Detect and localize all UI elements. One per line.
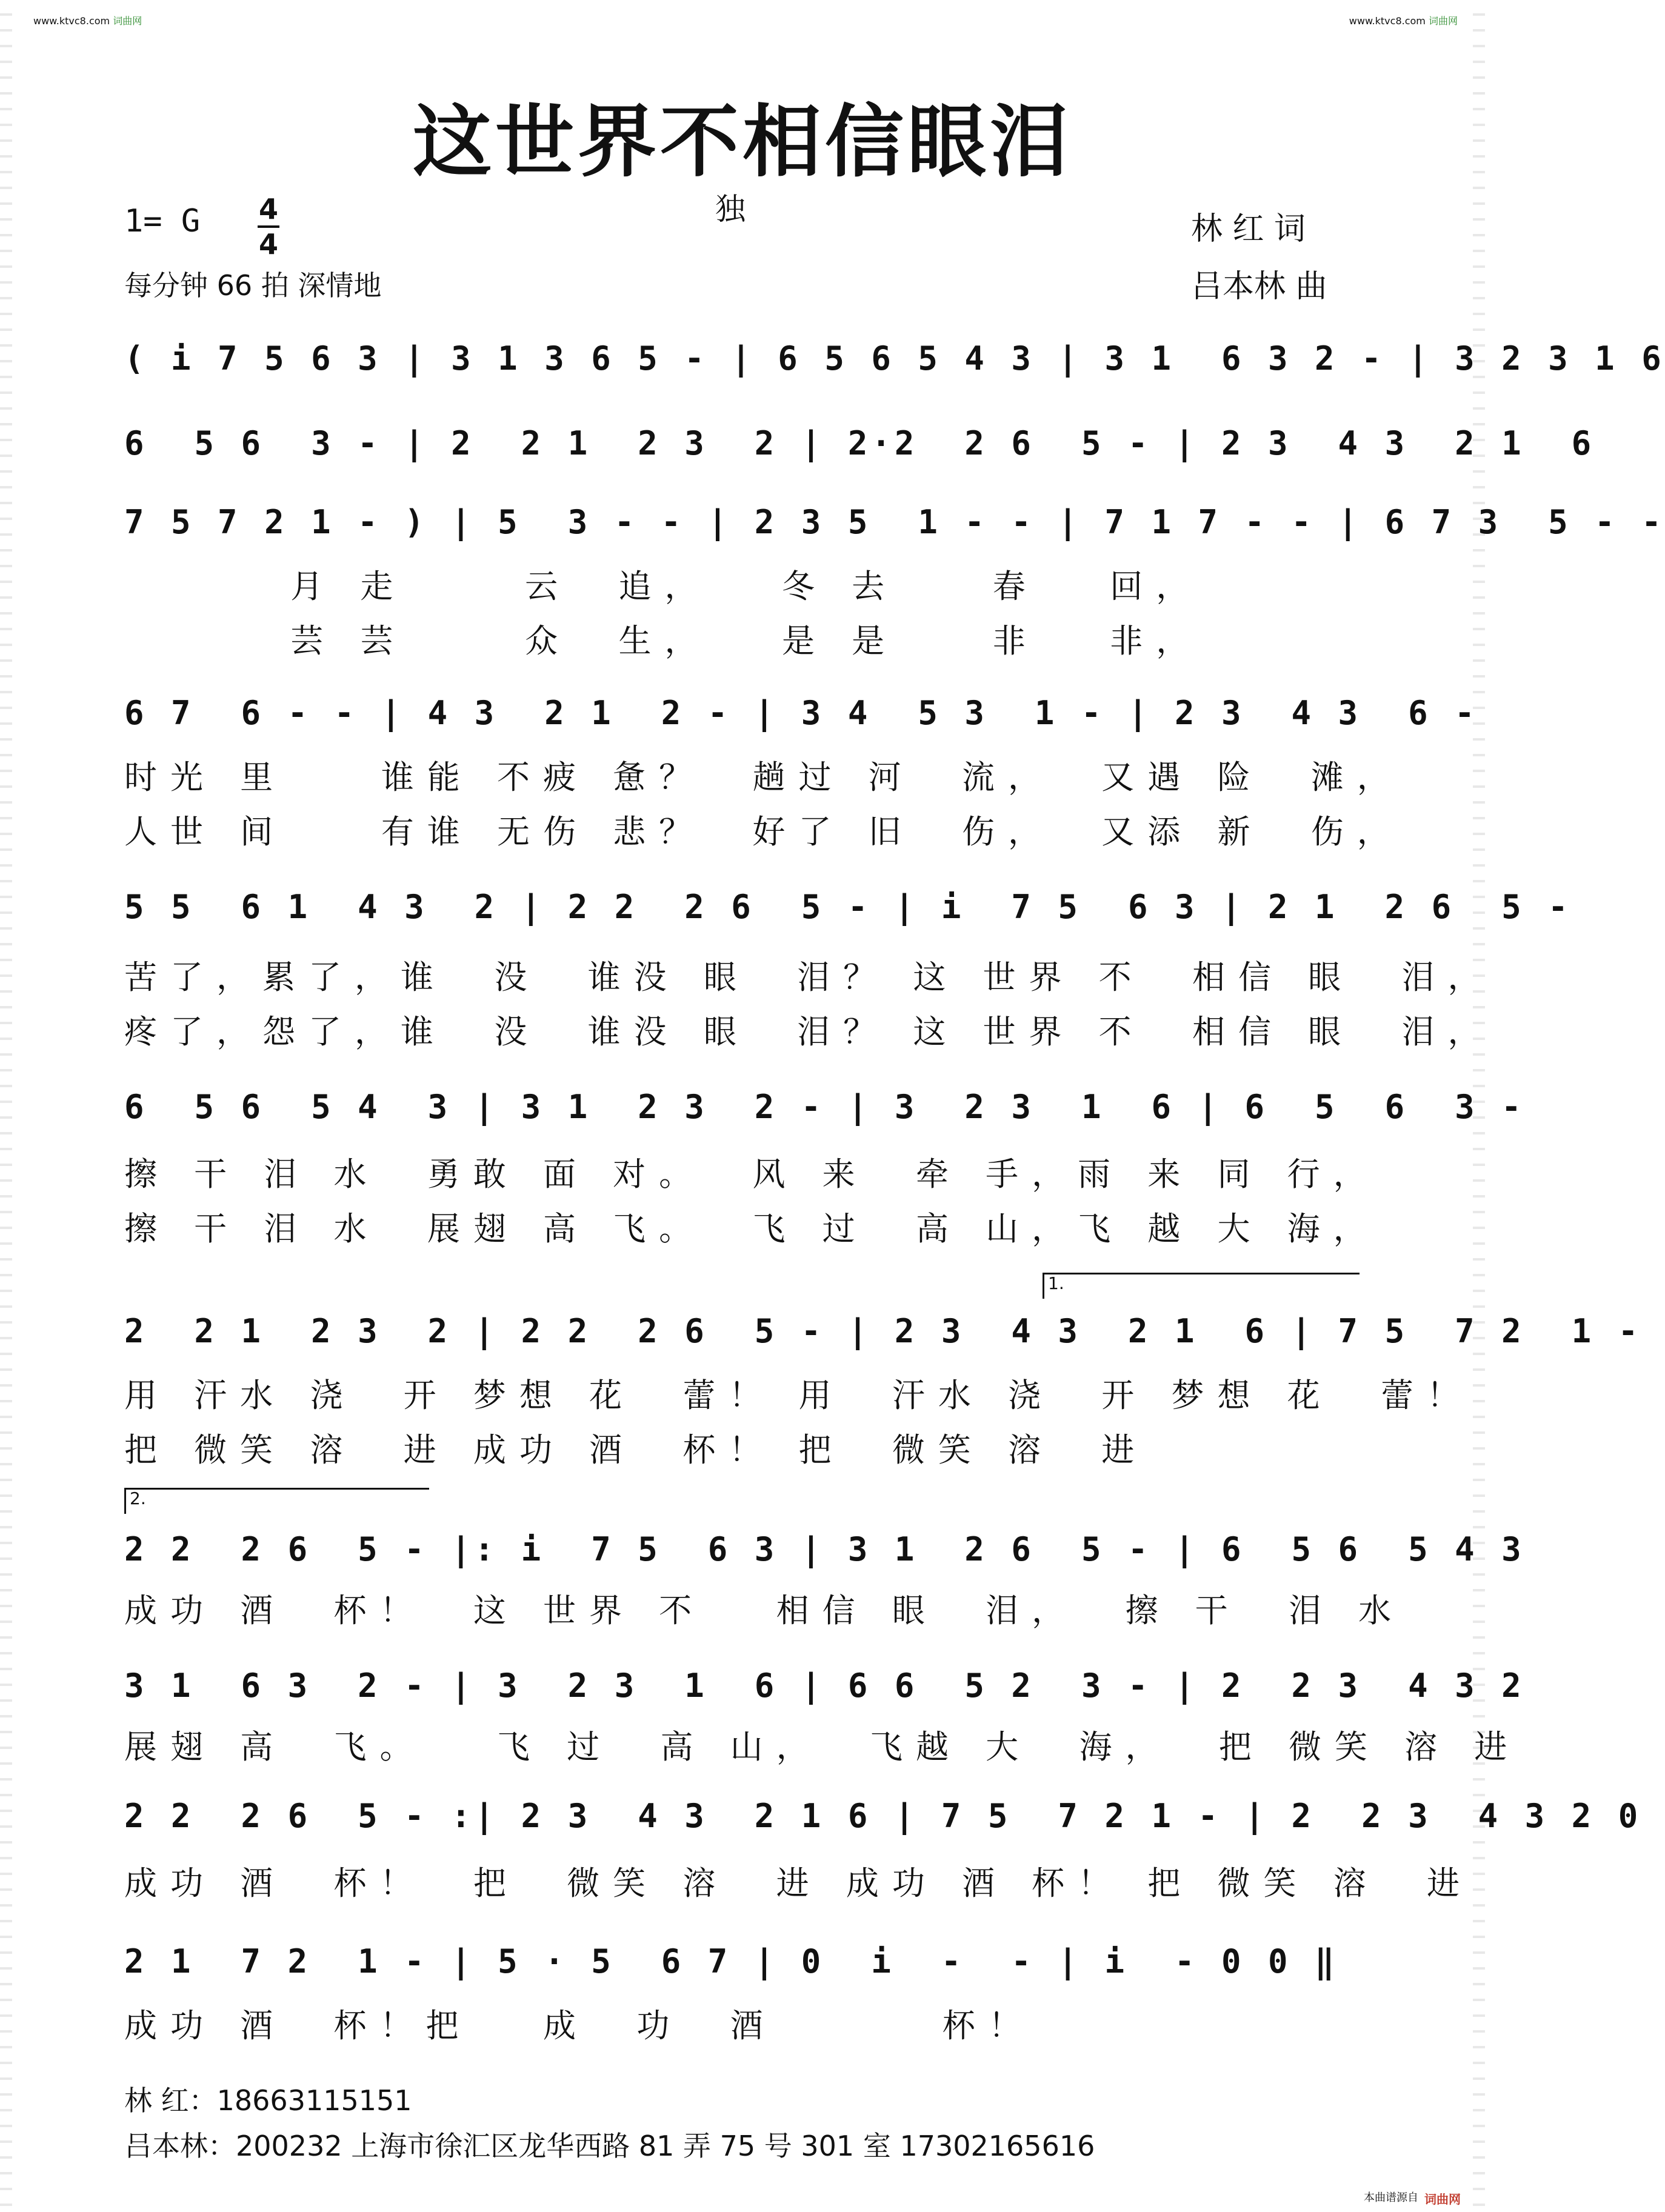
lyrics-line: 展翅 高 飞。 飞 过 高 山， 飞越 大 海， 把 微笑 溶 进 [124,1728,1521,1766]
lyrics-verse-2: 疼了，怨了，谁 没 谁没 眼 泪？ 这 世界 不 相信 眼 泪， [124,1013,1494,1051]
volta-second-ending: 2. [124,1488,429,1514]
composer-credit: 吕本林 曲 [1191,268,1327,305]
tempo-marking: 每分钟 66 拍 深情地 [124,269,382,302]
left-border [0,0,12,2212]
lyrics-line: 成功 酒 杯！ 这 世界 不 相信 眼 泪， 擦 干 泪 水 [124,1591,1405,1630]
score-system-8 [124,1530,1525,1585]
lyrics-verse-1: 时光 里 谁能 不疲 惫？ 趟过 河 流， 又遇 险 滩， [124,758,1403,796]
lyrics-verse-2: 把 微笑 溶 进 成功 酒 杯！ 把 微笑 溶 进 [124,1431,1148,1469]
lyrics-verse-2: 擦 干 泪 水 展翅 高 飞。 飞 过 高 山，飞 越 大 海， [124,1210,1380,1248]
score-system-7 [124,1312,1642,1367]
notation-line: 6 5 6 3 - | 2 2 1 2 3 2 | 2·2 2 6 5 - | 2 3 4 3 2 1 6 [124,424,1595,462]
key-signature: 1= G [124,203,201,239]
lyrics-line: 成功 酒 杯！把 成 功 酒 杯！ [124,2007,1035,2045]
score-system-3 [124,503,1665,558]
lyrics-line: 成功 酒 杯！ 把 微笑 溶 进 成功 酒 杯！ 把 微笑 溶 进 [124,1864,1473,1902]
time-signature: 4 4 [258,193,278,261]
lyricist-contact: 林 红：18663115151 [124,2084,412,2117]
score-system-6 [124,1088,1525,1142]
notation-line: 3 1 6 3 2 - | 3 2 3 1 6 | 6 6 5 2 3 - | 2 2 3 4 3 2 [124,1667,1525,1705]
performance-type: 独 [715,192,746,227]
notation-line: 7 5 7 2 1 - ) | 5 3 - - | 2 3 5 1 - - | 7 1 7 - - | 6 7 3 5 - - [124,503,1665,541]
site-header-left[interactable]: www.ktvc8.com 词曲网 [33,15,142,27]
site-logo[interactable]: 词曲网 [1424,2192,1461,2207]
site-header-right[interactable]: www.ktvc8.com 词曲网 [1349,15,1458,27]
notation-line: 5 5 6 1 4 3 2 | 2 2 2 6 5 - | i 7 5 6 3 | 2 1 2 6 5 - [124,888,1572,926]
score-system-10 [124,1797,1642,1851]
score-system-1 [124,339,1665,394]
lyrics-verse-1: 擦 干 泪 水 勇敢 面 对。 风 来 牵 手，雨 来 同 行， [124,1155,1380,1193]
notation-line: ( i 7 5 6 3 | 3 1 3 6 5 - | 6 5 6 5 4 3 | 3 1 6 3 2 - | 3 2 3 1 6 [124,339,1665,378]
notation-line: 2 1 7 2 1 - | 5 · 5 6 7 | 0 i - - | i - 0 0 ‖ [124,1942,1338,1980]
composer-contact: 吕本林：200232 上海市徐汇区龙华西路 81 弄 75 号 301 室 17302165616 [124,2130,1095,2162]
lyrics-verse-1: 月 走 云 追， 冬 去 春 回， [124,567,1203,605]
notation-line: 2 2 1 2 3 2 | 2 2 2 6 5 - | 2 3 4 3 2 1 6 | 7 5 7 2 1 - [124,1312,1642,1350]
notation-line: 6 7 6 - - | 4 3 2 1 2 - | 3 4 5 3 1 - | 2 3 4 3 6 - [124,694,1478,732]
score-system-5 [124,888,1572,942]
lyrics-verse-2: 人世 间 有谁 无伤 悲？ 好了 旧 伤， 又添 新 伤， [124,813,1403,851]
score-system-2 [124,424,1595,479]
volta-first-ending: 1. [1043,1273,1360,1299]
lyrics-verse-1: 用 汗水 浇 开 梦想 花 蕾！ 用 汗水 浇 开 梦想 花 蕾！ [124,1376,1473,1414]
score-system-9 [124,1667,1525,1721]
notation-line: 6 5 6 5 4 3 | 3 1 2 3 2 - | 3 2 3 1 6 | 6 5 6 3 - [124,1088,1525,1126]
notation-line: 2 2 2 6 5 - |: i 7 5 6 3 | 3 1 2 6 5 - | 6 5 6 5 4 3 [124,1530,1525,1568]
source-note: 本曲谱源自 [1364,2191,1418,2204]
song-title: 这世界不相信眼泪 [412,96,1072,188]
score-system-4 [124,694,1478,748]
lyrics-verse-2: 芸 芸 众 生， 是 是 非 非， [124,622,1203,660]
score-system-11 [124,1942,1355,1997]
lyrics-verse-1: 苦了，累了，谁 没 谁没 眼 泪？ 这 世界 不 相信 眼 泪， [124,958,1494,996]
notation-line: 2 2 2 6 5 - :| 2 3 4 3 2 1 6 | 7 5 7 2 1 - | 2 2 3 4 3 2 0 [124,1797,1642,1835]
lyricist-credit: 林 红 词 [1191,211,1306,247]
